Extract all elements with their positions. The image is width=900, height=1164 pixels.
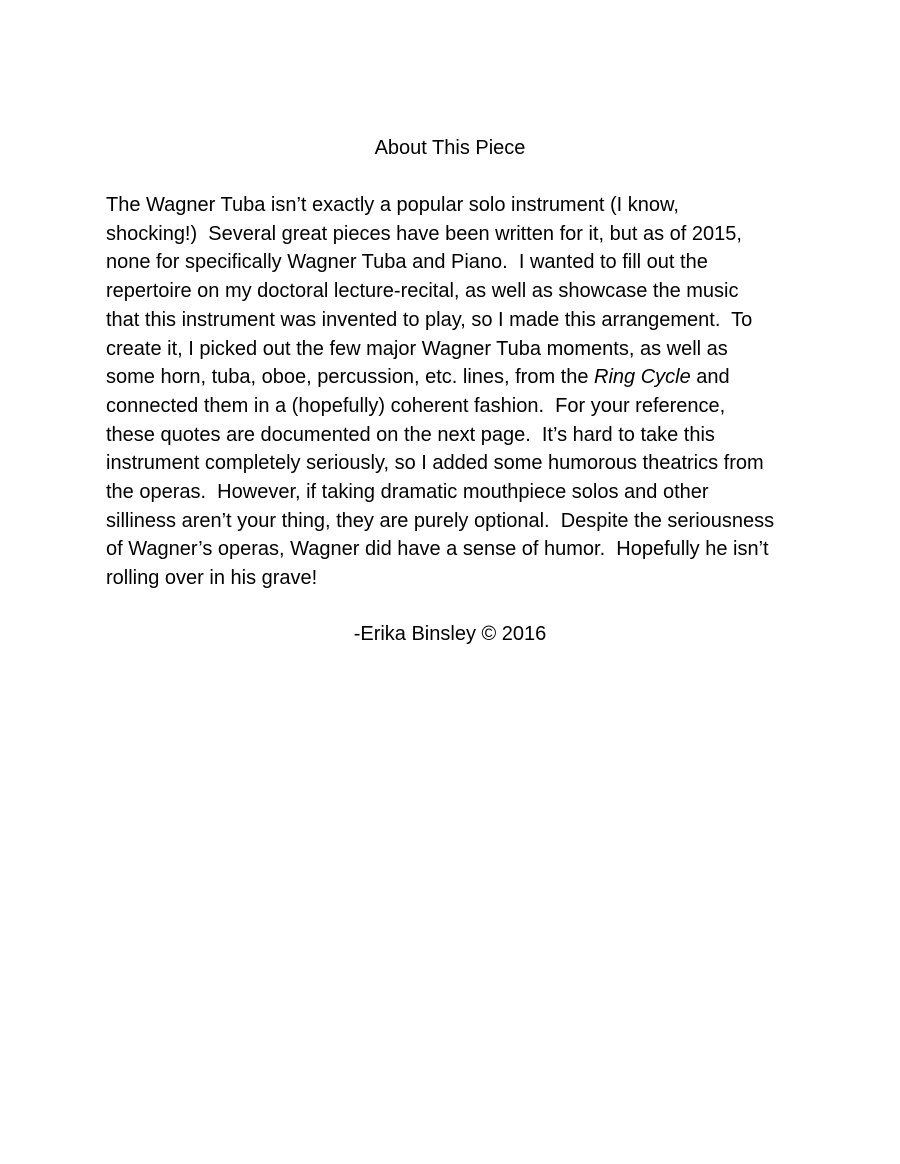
- paragraph-line: that this instrument was invented to play, so I made this arrangement. To: [106, 308, 753, 331]
- paragraph-line: instrument completely seriously, so I added some humorous theatrics from: [106, 452, 764, 475]
- body-paragraph: [106, 191, 826, 593]
- paragraph-line: none for specifically Wagner Tuba and Piano. I wanted to fill out the: [106, 251, 708, 274]
- paragraph-line: some horn, tuba, oboe, percussion, etc. lines, from the Ring Cycle and: [106, 366, 730, 389]
- paragraph-line: of Wagner’s operas, Wagner did have a sense of humor. Hopefully he isn’t: [106, 538, 769, 561]
- paragraph-line: The Wagner Tuba isn’t exactly a popular solo instrument (I know,: [106, 194, 679, 216]
- work-title-italic: Ring Cycle: [594, 366, 691, 389]
- paragraph-line: these quotes are documented on the next page. It’s hard to take this: [106, 423, 715, 446]
- paragraph-line: silliness aren’t your thing, they are purely optional. Despite the seriousness: [106, 509, 775, 532]
- paragraph-line: shocking!) Several great pieces have been written for it, but as of 2015,: [106, 222, 742, 245]
- paragraph-line: create it, I picked out the few major Wagner Tuba moments, as well as: [106, 337, 728, 360]
- paragraph-line: connected them in a (hopefully) coherent fashion. For your reference,: [106, 394, 726, 417]
- paragraph-line: the operas. However, if taking dramatic mouthpiece solos and other: [106, 481, 709, 504]
- paragraph-line: rolling over in his grave!: [106, 567, 318, 590]
- author-signature: -Erika Binsley © 2016: [353, 623, 547, 645]
- paragraph-line: repertoire on my doctoral lecture-recital, as well as showcase the music: [106, 280, 739, 303]
- page-title: About This Piece: [374, 137, 526, 159]
